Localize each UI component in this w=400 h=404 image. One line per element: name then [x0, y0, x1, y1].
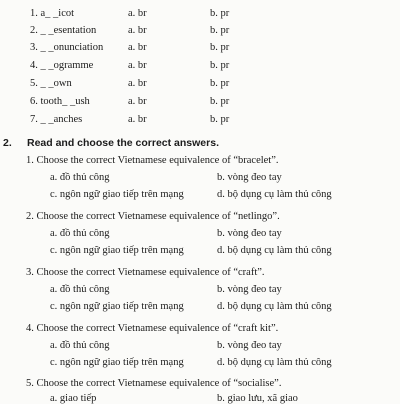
- answer-option-c[interactable]: c. ngôn ngữ giao tiếp trên mạng: [50, 301, 184, 312]
- answer-option-a[interactable]: a. đồ thủ công: [50, 284, 110, 295]
- answer-option-b[interactable]: b. giao lưu, xã giao: [217, 393, 298, 404]
- option-b[interactable]: b. pr: [210, 8, 230, 19]
- section-number: 2.: [3, 137, 12, 149]
- answer-option-d[interactable]: d. bộ dụng cụ làm thủ công: [217, 245, 332, 256]
- option-b[interactable]: b. pr: [210, 60, 230, 71]
- section-title: Read and choose the correct answers.: [27, 137, 219, 149]
- item-word: 3. _ _onunciation: [30, 42, 104, 53]
- question-stem: 4. Choose the correct Vietnamese equivalence of “craft kit”.: [26, 323, 279, 334]
- option-b[interactable]: b. pr: [210, 96, 230, 107]
- answer-option-b[interactable]: b. vòng đeo tay: [217, 172, 282, 183]
- option-a[interactable]: a. br: [128, 8, 147, 19]
- question-stem: 1. Choose the correct Vietnamese equivalence of “bracelet”.: [26, 155, 279, 166]
- answer-option-a[interactable]: a. đồ thủ công: [50, 340, 110, 351]
- answer-option-a[interactable]: a. đồ thủ công: [50, 228, 110, 239]
- option-a[interactable]: a. br: [128, 78, 147, 89]
- option-b[interactable]: b. pr: [210, 42, 230, 53]
- answer-option-b[interactable]: b. vòng đeo tay: [217, 228, 282, 239]
- item-word: 2. _ _esentation: [30, 25, 97, 36]
- option-a[interactable]: a. br: [128, 96, 147, 107]
- option-a[interactable]: a. br: [128, 25, 147, 36]
- question-stem: 5. Choose the correct Vietnamese equivalence of “socialise”.: [26, 378, 282, 389]
- answer-option-b[interactable]: b. vòng đeo tay: [217, 340, 282, 351]
- option-b[interactable]: b. pr: [210, 78, 230, 89]
- option-a[interactable]: a. br: [128, 114, 147, 125]
- answer-option-d[interactable]: d. bộ dụng cụ làm thủ công: [217, 189, 332, 200]
- item-word: 5. _ _own: [30, 78, 72, 89]
- answer-option-c[interactable]: c. ngôn ngữ giao tiếp trên mạng: [50, 357, 184, 368]
- answer-option-d[interactable]: d. bộ dụng cụ làm thủ công: [217, 301, 332, 312]
- option-a[interactable]: a. br: [128, 42, 147, 53]
- answer-option-a[interactable]: a. giao tiếp: [50, 393, 97, 404]
- question-stem: 3. Choose the correct Vietnamese equivalence of “craft”.: [26, 267, 265, 278]
- answer-option-c[interactable]: c. ngôn ngữ giao tiếp trên mạng: [50, 189, 184, 200]
- answer-option-c[interactable]: c. ngôn ngữ giao tiếp trên mạng: [50, 245, 184, 256]
- option-b[interactable]: b. pr: [210, 25, 230, 36]
- option-a[interactable]: a. br: [128, 60, 147, 71]
- item-word: 6. tooth_ _ush: [30, 96, 90, 107]
- option-b[interactable]: b. pr: [210, 114, 230, 125]
- answer-option-d[interactable]: d. bộ dụng cụ làm thủ công: [217, 357, 332, 368]
- item-word: 1. a_ _icot: [30, 8, 75, 19]
- item-word: 4. _ _ogramme: [30, 60, 94, 71]
- answer-option-a[interactable]: a. đồ thủ công: [50, 172, 110, 183]
- item-word: 7. _ _anches: [30, 114, 83, 125]
- answer-option-b[interactable]: b. vòng đeo tay: [217, 284, 282, 295]
- question-stem: 2. Choose the correct Vietnamese equivalence of “netlingo”.: [26, 211, 280, 222]
